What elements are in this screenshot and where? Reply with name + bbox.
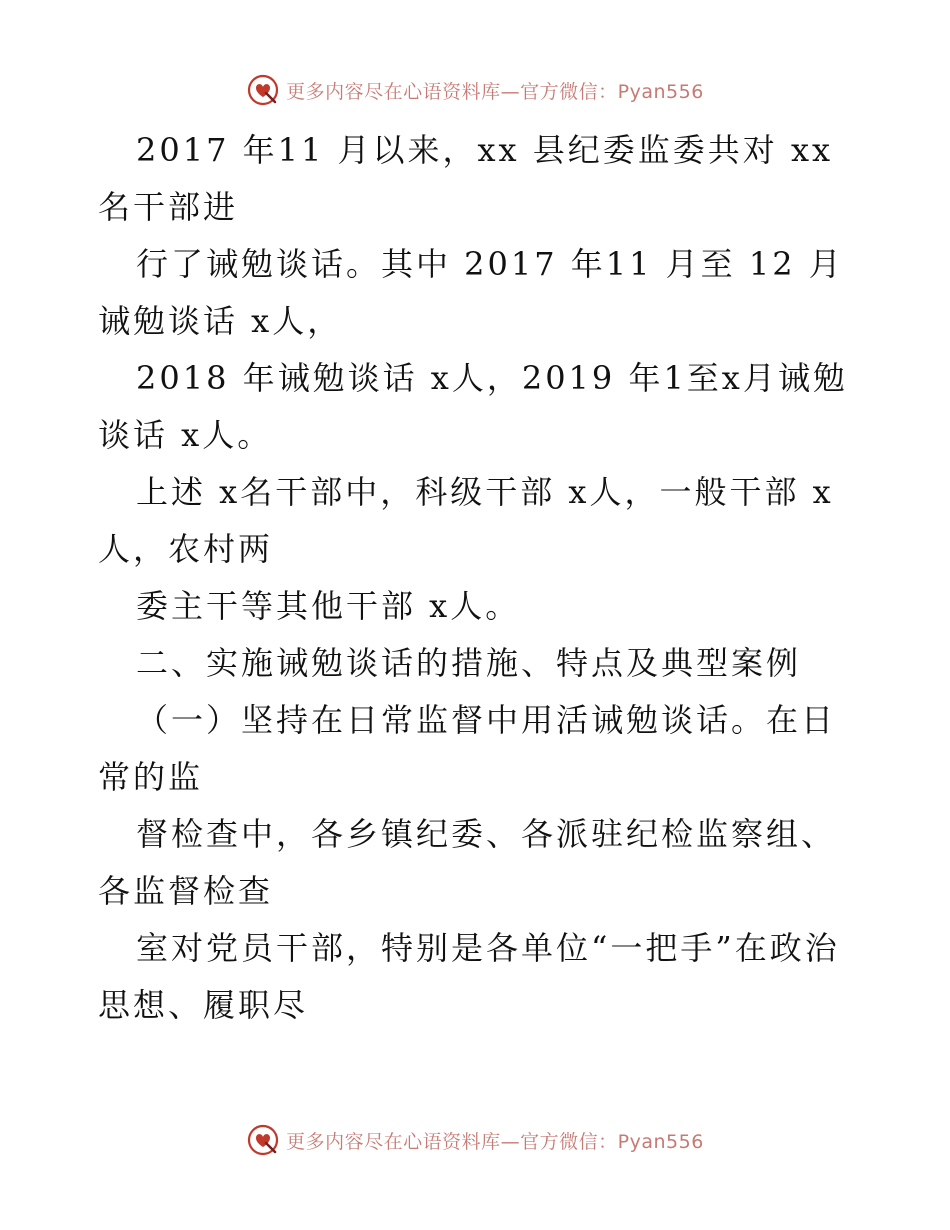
section-heading: 二、实施诫勉谈话的措施、特点及典型案例 (136, 644, 802, 682)
paragraph: （一）坚持在日常监督中用活诫勉谈话。在日常的监 (98, 701, 837, 796)
paragraph: 2017 年11 月以来，xx 县纪委监委共对 xx 名干部进 (98, 131, 834, 226)
watermark-footer (0, 1120, 950, 1160)
paragraph: 上述 x名干部中，科级干部 x人，一般干部 x人，农村两 (98, 473, 834, 568)
paragraph: 督检查中，各乡镇纪委、各派驻纪检监察组、各监督检查 (98, 815, 837, 910)
paragraph: 行了诫勉谈话。其中 2017 年11 月至 12 月诫勉谈话 x人， (98, 245, 844, 340)
watermark-text: 更多内容尽在心语资料库—官方微信：Pyan556 (286, 1130, 704, 1153)
paragraph: 委主干等其他干部 x人。 (136, 587, 521, 625)
heart-pen-icon (246, 1123, 280, 1157)
paragraph: 室对党员干部，特别是各单位“一把手”在政治思想、履职尽 (98, 929, 840, 1024)
document-body (98, 122, 858, 1034)
watermark-text: 更多内容尽在心语资料库—官方微信：Pyan556 (286, 80, 704, 103)
watermark-header (0, 70, 950, 110)
paragraph: 2018 年诫勉谈话 x人，2019 年1至x月诫勉谈话 x人。 (98, 359, 848, 454)
heart-pen-icon (246, 73, 280, 107)
